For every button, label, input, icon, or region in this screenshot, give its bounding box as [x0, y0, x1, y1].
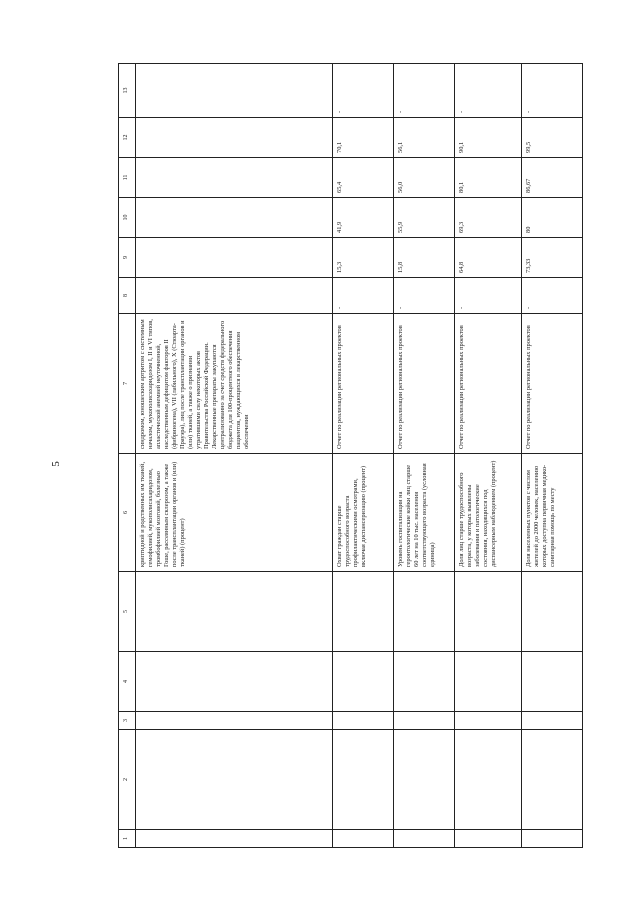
table-row — [333, 64, 394, 848]
value-cell: 99,5 — [522, 118, 583, 158]
table-cell — [136, 652, 333, 712]
value-cell — [136, 158, 333, 198]
table-cell — [394, 652, 455, 712]
header-cell: 5 — [119, 572, 136, 652]
value-cell: 80,1 — [455, 158, 522, 198]
table-cell — [394, 572, 455, 652]
table-cell — [333, 652, 394, 712]
header-cell: 11 — [119, 158, 136, 198]
header-cell: 9 — [119, 238, 136, 278]
page-number: 5 — [50, 461, 62, 467]
source-text: Отчет по реализации региональных проектов — [522, 314, 583, 454]
value-cell — [136, 278, 333, 314]
source-text: Отчет по реализации региональных проектов — [333, 314, 394, 454]
table-cell — [333, 572, 394, 652]
value-cell — [136, 64, 333, 118]
header-cell: 13 — [119, 64, 136, 118]
table-cell — [333, 712, 394, 730]
value-cell: 86,67 — [522, 158, 583, 198]
header-cell: 12 — [119, 118, 136, 158]
table-row — [394, 64, 455, 848]
table-cell — [333, 730, 394, 830]
value-cell: - — [394, 64, 455, 118]
indicators-table — [118, 63, 583, 848]
value-cell: - — [333, 64, 394, 118]
value-cell: - — [455, 278, 522, 314]
header-cell: 6 — [119, 454, 136, 572]
header-cell: 8 — [119, 278, 136, 314]
table-row — [136, 64, 333, 848]
table-cell — [333, 830, 394, 848]
table-cell — [455, 730, 522, 830]
header-cell: 3 — [119, 712, 136, 730]
table-cell — [455, 572, 522, 652]
header-cell: 4 — [119, 652, 136, 712]
value-cell: - — [333, 278, 394, 314]
value-cell: 56,0 — [394, 158, 455, 198]
value-cell: 56,1 — [394, 118, 455, 158]
header-cell: 2 — [119, 730, 136, 830]
source-text: Отчет по реализации региональных проектов — [394, 314, 455, 454]
header-cell: 10 — [119, 198, 136, 238]
value-cell: 64,8 — [455, 238, 522, 278]
table-cell — [136, 730, 333, 830]
table-cell — [136, 830, 333, 848]
value-cell: 15,8 — [394, 238, 455, 278]
source-text: Отчет по реализации региональных проектов — [455, 314, 522, 454]
value-cell: - — [522, 278, 583, 314]
table-cell — [522, 830, 583, 848]
value-cell — [136, 238, 333, 278]
indicator-name: Доля лиц старше трудоспособного возраста, у которых выявлены заболевания и патологические состояния, находящихся под диспансерным наблюдением (процент) — [455, 454, 522, 572]
value-cell: - — [522, 64, 583, 118]
value-cell: 90,1 — [455, 118, 522, 158]
table-cell — [394, 730, 455, 830]
table-row — [455, 64, 522, 848]
table-cell — [455, 830, 522, 848]
indicator-name: Уровень госпитализации на геронтологические койки лиц старше 60 лет на 10 тыс. населения соответствующего возраста (условная единица) — [394, 454, 455, 572]
table-row — [522, 64, 583, 848]
value-cell — [136, 118, 333, 158]
value-cell: 80 — [522, 198, 583, 238]
indicator-name: Охват граждан старше трудоспособного возраста профилактическими осмотрами, включая диспансеризацию (процент) — [333, 454, 394, 572]
value-cell — [136, 198, 333, 238]
table-cell — [522, 730, 583, 830]
value-cell: 41,9 — [333, 198, 394, 238]
header-cell: 1 — [119, 830, 136, 848]
value-cell: 70,1 — [333, 118, 394, 158]
indicator-name: криптидной и родственных им тканей, гемофилией, мукополисахаридозом, тромбофилией мозговой, болезнью Гоше, рассеянным склерозом, а также после трансплантации органов и (или) тканей) (процент) — [136, 454, 333, 572]
header-cell: 7 — [119, 314, 136, 454]
table-cell — [136, 572, 333, 652]
table-cell — [394, 830, 455, 848]
value-cell: - — [394, 278, 455, 314]
value-cell: 55,9 — [394, 198, 455, 238]
table-cell — [522, 652, 583, 712]
header-row — [119, 64, 136, 848]
value-cell: 73,33 — [522, 238, 583, 278]
table-cell — [522, 572, 583, 652]
value-cell: - — [455, 64, 522, 118]
table-cell — [522, 712, 583, 730]
table-cell — [136, 712, 333, 730]
table-cell — [394, 712, 455, 730]
table-cell — [455, 652, 522, 712]
rotated-table-container — [118, 64, 570, 848]
value-cell: 65,4 — [333, 158, 394, 198]
value-cell: 69,3 — [455, 198, 522, 238]
table-cell — [455, 712, 522, 730]
indicator-name: Доля населенных пунктов с числом жителей до 2000 человек, населению которых доступна первичная медико-санитарная помощь по месту — [522, 454, 583, 572]
source-text: синдромом, юношеским артритом с системным началом, мукополисахаридозом I, II и VI типов, апластической анемией неуточненной, наследственным дефицитом факторов II (фибриногена), VII (лабильного), X (Стюарта-Прауэра), лиц после трансплантации органов и (или) тканей, а также о признании утратившими силу некоторых актов Правительства Российской Федерации. Лекарственные препараты закупаются централизованно за счет средств федерального бюджета для 100-процентного обеспечения пациентов, нуждающихся в лекарственном обеспечении — [136, 314, 333, 454]
value-cell: 15,3 — [333, 238, 394, 278]
